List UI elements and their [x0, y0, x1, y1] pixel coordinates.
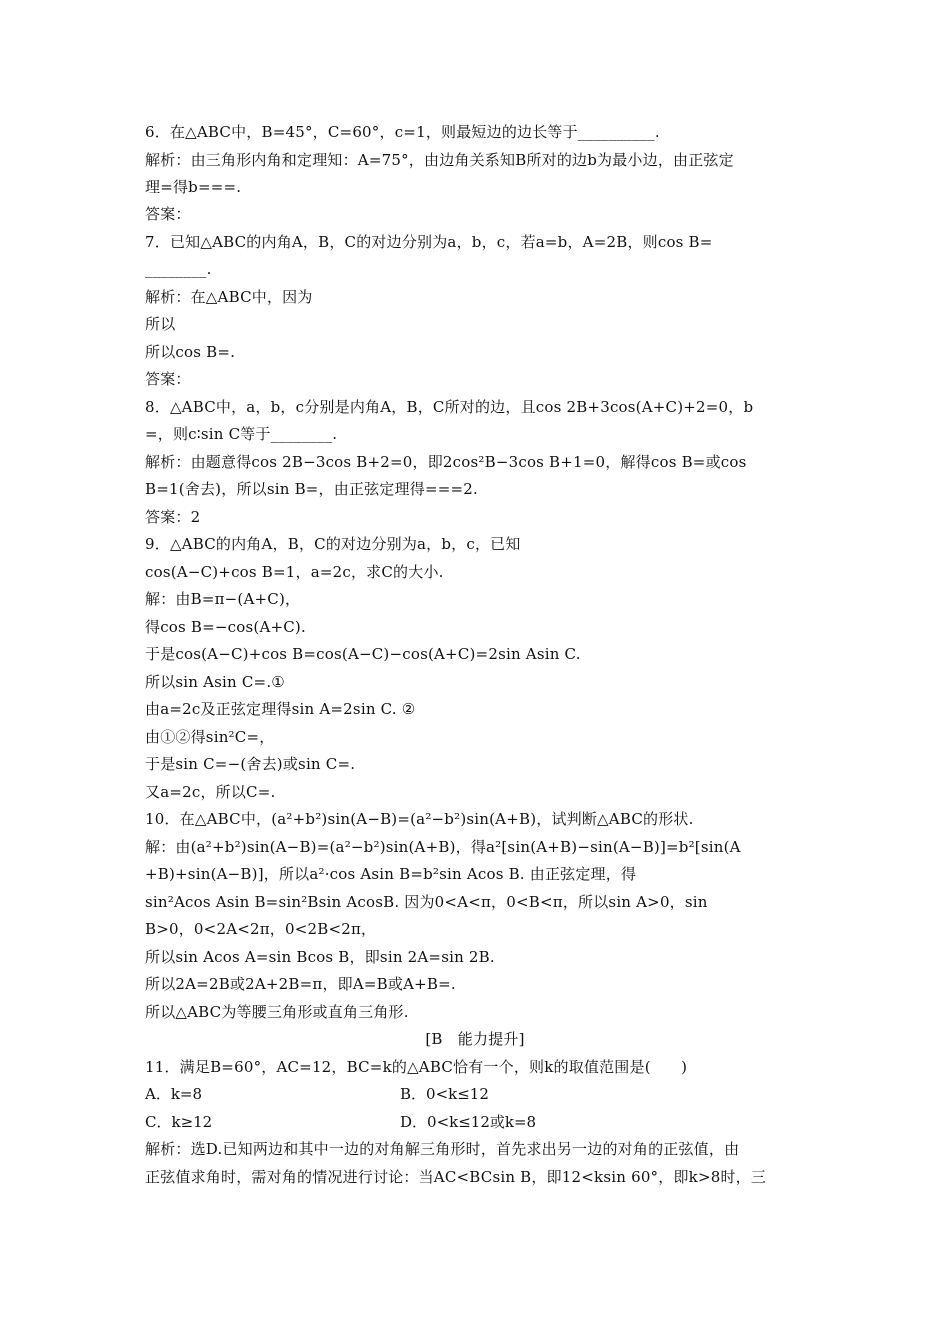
q9-solution-line-6: 由①②得sin²C=， [145, 728, 275, 746]
q7-analysis-line-3: 所以cos B=. [145, 343, 236, 361]
q10-solution-line-1: 解：由(a²+b²)sin(A−B)=(a²−b²)sin(A+B)，得a²[sin(A+B)−sin(A−B)]=b²[sin(A [145, 838, 741, 856]
q10-solution-line-6: 所以2A=2B或2A+2B=π，即A=B或A+B=. [145, 975, 456, 993]
q7-answer: 答案： [145, 370, 191, 388]
q7-stem-line-2: ________. [145, 260, 212, 278]
q9-solution-line-2: 得cos B=−cos(A+C). [145, 618, 306, 636]
section-heading: [B 能力提升] [425, 1030, 525, 1048]
q11-analysis-line-2: 正弦值求角时，需对角的情况进行讨论：当AC<BCsin B，即12<ksin 60°，即k>8时，三 [145, 1168, 767, 1186]
q8-stem-line-2: =，则c∶sin C等于________. [145, 425, 338, 443]
q11-stem: 11．满足B=60°，AC=12，BC=k的△ABC恰有一个，则k的取值范围是( ) [145, 1058, 688, 1076]
q9-solution-line-5: 由a=2c及正弦定理得sin A=2sin C. ② [145, 700, 416, 718]
q7-analysis-line-1: 解析：在△ABC中，因为 [145, 288, 313, 306]
q9-solution-line-1: 解：由B=π−(A+C)， [145, 590, 301, 608]
q6-analysis-line-1: 解析：由三角形内角和定理知：A=75°，由边角关系知B所对的边b为最小边，由正弦定 [145, 151, 734, 169]
q10-solution-line-2: +B)+sin(A−B)]，所以a²·cos Asin B=b²sin Acos B. 由正弦定理，得 [145, 865, 637, 883]
q6-answer: 答案： [145, 205, 191, 223]
q7-stem-line-1: 7．已知△ABC的内角A，B，C的对边分别为a，b，c，若a=b，A=2B，则cos B= [145, 233, 713, 251]
q11-option-c: C．k≥12 [145, 1113, 213, 1131]
q11-options-row-2 [145, 1112, 810, 1132]
q10-stem: 10．在△ABC中，(a²+b²)sin(A−B)=(a²−b²)sin(A+B)，试判断△ABC的形状. [145, 810, 694, 828]
q7-analysis-line-2: 所以 [145, 315, 176, 333]
q11-options-row-1 [145, 1084, 810, 1104]
q11-option-d: D．0<k≤12或k=8 [400, 1113, 537, 1131]
q11-option-b: B．0<k≤12 [400, 1085, 489, 1103]
q9-solution-line-8: 又a=2c，所以C=. [145, 783, 276, 801]
q10-solution-line-3: sin²Acos Asin B=sin²Bsin AcosB. 因为0<A<π，0<B<π，所以sin A>0，sin [145, 893, 708, 911]
q10-solution-line-4: B>0，0<2A<2π，0<2B<2π， [145, 920, 377, 938]
q6-analysis-line-2: 理=得b===. [145, 178, 242, 196]
q11-analysis-line-1: 解析：选D.已知两边和其中一边的对角解三角形时，首先求出另一边的对角的正弦值，由 [145, 1140, 740, 1158]
q11-option-a: A．k=8 [145, 1085, 203, 1103]
q9-stem-line-2: cos(A−C)+cos B=1，a=2c，求C的大小. [145, 563, 444, 581]
q8-analysis-line-1: 解析：由题意得cos 2B−3cos B+2=0，即2cos²B−3cos B+1=0，解得cos B=或cos [145, 453, 747, 471]
q8-answer: 答案：2 [145, 508, 201, 526]
q9-stem-line-1: 9．△ABC的内角A，B，C的对边分别为a，b，c，已知 [145, 535, 521, 553]
q9-solution-line-4: 所以sin Asin C=.① [145, 673, 285, 691]
q8-analysis-line-2: B=1(舍去)，所以sin B=，由正弦定理得===2. [145, 480, 478, 498]
q9-solution-line-7: 于是sin C=−(舍去)或sin C=. [145, 755, 356, 773]
q6-stem: 6．在△ABC中，B=45°，C=60°，c=1，则最短边的边长等于__________. [145, 123, 660, 141]
q10-solution-line-7: 所以△ABC为等腰三角形或直角三角形. [145, 1003, 409, 1021]
q9-solution-line-3: 于是cos(A−C)+cos B=cos(A−C)−cos(A+C)=2sin Asin C. [145, 645, 581, 663]
q8-stem-line-1: 8．△ABC中，a，b，c分别是内角A，B，C所对的边，且cos 2B+3cos(A+C)+2=0，b [145, 398, 754, 416]
q10-solution-line-5: 所以sin Acos A=sin Bcos B，即sin 2A=sin 2B. [145, 948, 495, 966]
